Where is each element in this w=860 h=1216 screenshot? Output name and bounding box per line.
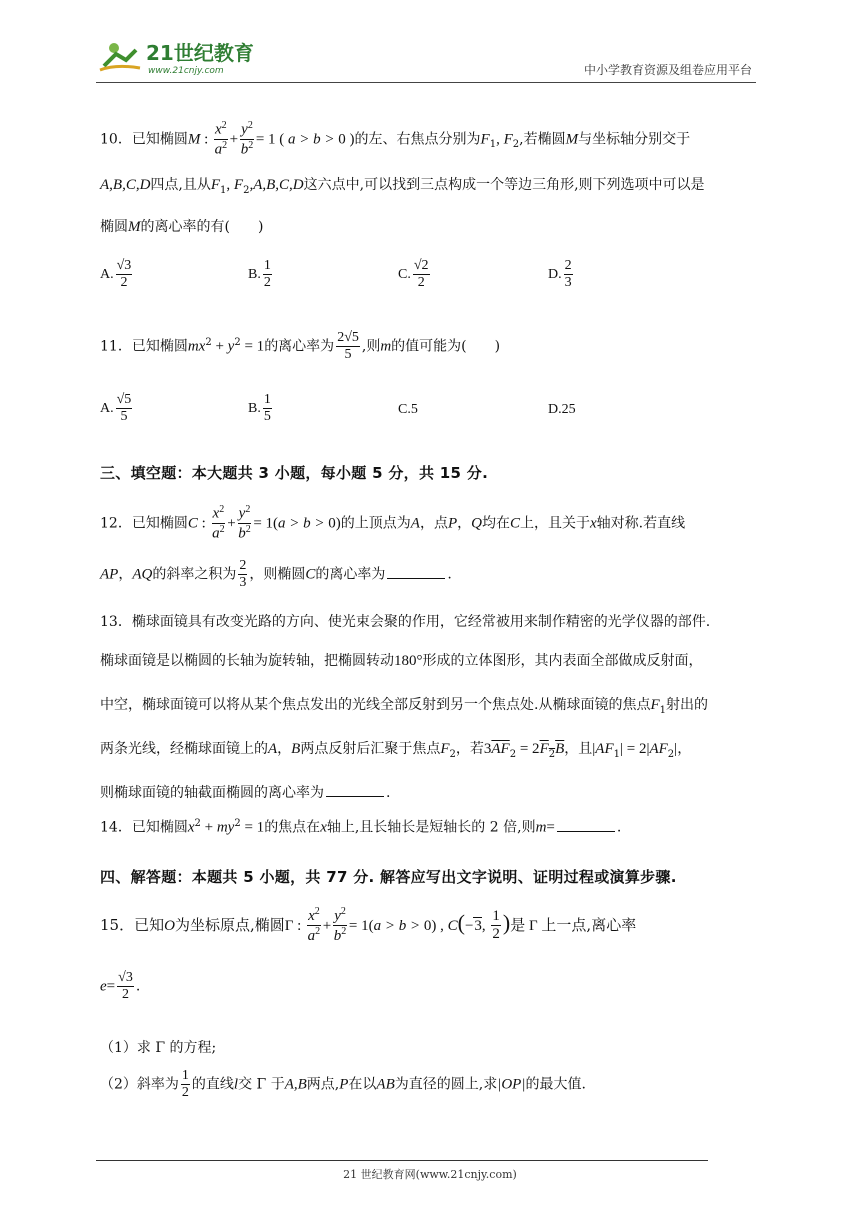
q10-line3: 椭圆M的离心率的有( ): [100, 219, 264, 235]
section-4-heading: 四、解答题：本题共 5 小题，共 77 分. 解答应写出文字说明、证明过程或演算步骤.: [100, 868, 677, 886]
q15-line1: 15．已知O为坐标原点,椭圆Γ : $\frac{x^2}{a^2}$ + $\frac{y^2}{b^2}$ = 1(a > b > 0) , C(−3, $\frac{1}{2}$ )是 Γ 上一点,离心率: [100, 906, 637, 945]
q11-option-c[interactable]: C.5: [398, 402, 418, 417]
q11-line1: 11．已知椭圆$mx^2 + y^2 = 1$的离心率为 $\frac{2√5}{5}$ ,则m的值可能为( ): [100, 330, 501, 363]
footer-divider: [96, 1160, 708, 1161]
q14-line1: 14．已知椭圆$x^2 + my^2 = 1$的焦点在x轴上,且长轴长是短轴长的 2 倍,则m= .: [100, 818, 622, 836]
q10-option-a[interactable]: A. $\frac{√3}{2}$: [100, 258, 132, 291]
q10-option-c[interactable]: C. $\frac{√2}{2}$: [398, 258, 429, 291]
platform-title: 中小学教育资源及组卷应用平台: [583, 63, 752, 77]
page-header: [96, 36, 756, 83]
svg-text:21世纪教育: 21世纪教育: [146, 41, 254, 65]
q13-line3: 中空，椭球面镜可以将从某个焦点发出的光线全部反射到另一个焦点处.从椭球面镜的焦点$F_1$射出的: [100, 697, 708, 716]
q13-line5: 则椭球面镜的轴截面椭圆的离心率为 .: [100, 785, 391, 801]
q13-answer-blank[interactable]: [326, 784, 384, 797]
q15-line2: e= $\frac{√3}{2}$ .: [100, 970, 141, 1003]
21cnjy-logo: [96, 36, 266, 78]
q10-line2: A,B,C,D四点,且从$F_1$, $F_2,A,B,C,D$这六点中,可以找到三点构成一个等边三角形,则下列选项中可以是: [100, 177, 705, 196]
q12-answer-blank[interactable]: [387, 566, 445, 579]
page-footer: 21 世纪教育网(www.21cnjy.com): [343, 1168, 517, 1181]
section-3-heading: 三、填空题：本大题共 3 小题，每小题 5 分，共 15 分.: [100, 464, 489, 482]
q13-line1: 13．椭球面镜具有改变光路的方向、使光束会聚的作用，它经常被用来制作精密的光学仪器的部件.: [100, 614, 711, 630]
q10-option-d[interactable]: D. $\frac{2}{3}$: [548, 258, 572, 291]
svg-text:www.21cnjy.com: www.21cnjy.com: [148, 66, 224, 76]
q12-line2: AP，AQ的斜率之积为 $\frac{2}{3}$ ，则椭圆C的离心率为 .: [100, 558, 452, 591]
q11-option-d[interactable]: D.25: [548, 402, 576, 417]
q10-line1: 10．已知椭圆M : $\frac{x^2}{a^2}$ + $\frac{y^2}{b^2}$ = 1 ( a > b > 0 )的左、右焦点分别为$F_1$, $F_2$,若椭圆M与坐标轴分别交于: [100, 120, 691, 158]
q15-part-1: （1）求 Γ 的方程;: [100, 1040, 217, 1056]
q11-option-a[interactable]: A. $\frac{√5}{5}$: [100, 392, 132, 425]
q13-line4: 两条光线，经椭球面镜上的A，B两点反射后汇聚于焦点$F_2$，若$3\overline{AF}_2 = 2\overline{F}_2\overline{B}$，且$|AF_1| = 2|AF_2|$，: [100, 741, 692, 760]
q10-option-b[interactable]: B. $\frac{1}{2}$: [248, 258, 271, 291]
q15-part-2: （2）斜率为 $\frac{1}{2}$ 的直线l交 Γ 于A,B两点,P在以AB为直径的圆上,求|OP|的最大值.: [100, 1068, 586, 1101]
q14-answer-blank[interactable]: [557, 819, 615, 832]
q12-line1: 12．已知椭圆C : $\frac{x^2}{a^2}$ + $\frac{y^2}{b^2}$ = 1(a > b > 0)的上顶点为A，点P，Q均在C上，且关于x轴对称.若直线: [100, 504, 686, 542]
q11-option-b[interactable]: B. $\frac{1}{5}$: [248, 392, 271, 425]
q13-line2: 椭球面镜是以椭圆的长轴为旋转轴，把椭圆转动180°形成的立体图形，其内表面全部做成反射面，: [100, 653, 703, 669]
